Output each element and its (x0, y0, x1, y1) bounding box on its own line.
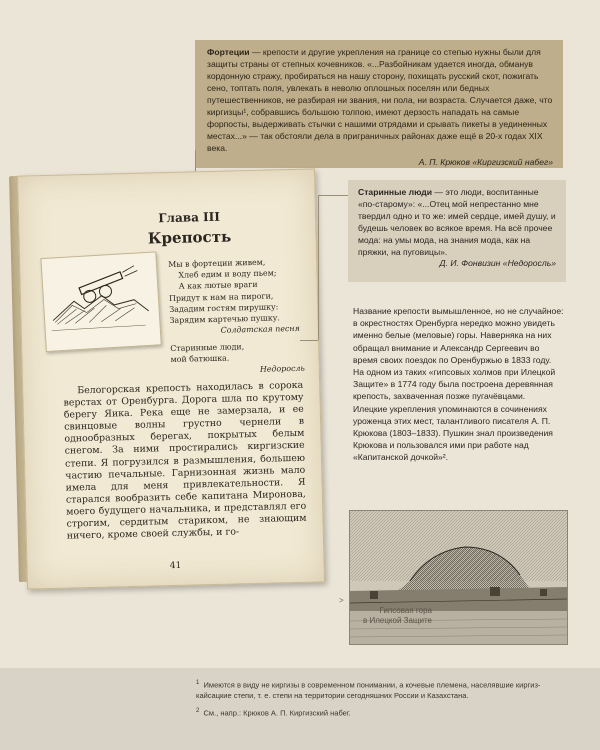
footnote-text: Имеются в виду не киргизы в современном понимании, а кочевые племена, населявшие киргиз-кайсацкие степи, т. е. степи на территории сегодняшних России и Казахстана. (196, 680, 541, 700)
caption-arrow: > (339, 596, 344, 605)
footnote (196, 678, 576, 701)
footnote (196, 706, 576, 719)
image-caption (312, 606, 432, 626)
commentary-paragraph: На одном из таких «гипсовых холмов при Илецкой Защите» в 1774 году была построена деревянная крепость, захваченная позже пугачёвцами. (353, 367, 556, 402)
fortress-note-text: — крепости и другие укрепления на границе со степью нужны были для защиты страны от степных кочевников. «...Разбойникам удается иногда, обманув кордонную стражу, пробираться на нашу сторону, похищать русский скот, пожигать сено, топтать поля, увлекать в неволю оплошных поселян или бедных путешественников, не разбирая ни звания, ни пола, ни возраста. Случается даже, что киргизцы¹, собравшись большою толпою, имеют дерзость нападать на самые форпосты, выдерживать стычки с нашими отрядами и срывать пикеты в уединенных местах...» — так обстояли дела в приграничных районах даже ещё в 20-х годах XIX века. (207, 47, 553, 153)
footnote-mark: 1 (196, 680, 200, 686)
epigraph-source: Недоросль (259, 363, 305, 374)
footnote-text: См., напр.: Крюков А. П. Киргизский набег. (203, 708, 351, 718)
connector-line (318, 195, 348, 196)
commentary-paragraph: Название крепости вымышленное, но не случайное: в окрестностях Оренбурга нередко можно увидеть именно белые (меловые) горы. Наверняка на них обращал внимание и Александр Сергеевич во время своих поездок по Оренбуржью в 1833 году. (353, 306, 564, 365)
poem-line: Придут к нам на пироги, (168, 291, 274, 303)
caption-line: в Илецкой Защите (362, 616, 432, 625)
oldpeople-note-text: — это люди, воспитанные «по-старому»: «...Отец мой непрестанно мне твердил одно и то же: имей сердце, имей душу, и будешь человек во всякое время. На всё прочее мода: на умы мода, на знания мода, как на пряжки, на пуговицы». (358, 187, 556, 257)
poem-line: Мы в фортеции живем, (168, 257, 266, 270)
page-number: 41 (169, 560, 182, 572)
poem (168, 256, 310, 327)
poem-line: Зарядим картечью пушку. (169, 313, 281, 326)
commentary-paragraph: Илецкие укрепления упоминаются в сочинениях уроженца этих мест, талантливого писателя А. П. Крюкова (1803–1833). Пушкин знал произведения Крюкова и пользовался ими при работе над «Капитанской дочкой»². (353, 403, 553, 463)
oldpeople-note (348, 180, 566, 282)
book-text (63, 380, 307, 543)
book-paragraph: Белогорская крепость находилась в сорока верстах от Оренбурга. Дорога шла по крутому берегу Яика. Река еще не замерзала, и ее свинцовые волны грустно чернели в однообразных берегах, покрытых белым снегом. За ними простирались киргизские степи. Я погрузился в размышления, большею частию печальные. Гарнизонная жизнь мало имела для меня привлекательности. Я старался вообразить себе капитана Миронова, моего будущего начальника, и представлял его строгим, сердитым стариком, не знающим ничего, кроме своей службы, и го- (63, 379, 307, 542)
fortress-note (195, 40, 563, 168)
epigraph (170, 340, 301, 366)
oldpeople-note-source: Д. И. Фонвизин «Недоросль» (439, 258, 556, 268)
poem-line: Зададим гостям пирушку: (169, 302, 279, 314)
fortress-note-term: Фортеции (207, 47, 250, 57)
chapter-number: Глава III (158, 209, 221, 226)
caption-line: Гипсовая гора (379, 606, 432, 615)
footnote-mark: 2 (196, 708, 200, 714)
fortress-note-body (207, 46, 553, 154)
oldpeople-note-term: Старинные люди (358, 187, 433, 197)
footnotes (0, 668, 600, 750)
poem-line: Хлеб едим и воду пьем; (178, 268, 277, 280)
poem-source: Солдатская песня (220, 323, 300, 335)
epigraph-line: Старинные люди, (170, 342, 245, 354)
epigraph-line: мой батюшка. (170, 353, 230, 365)
poem-line: А как лютые враги (178, 280, 258, 292)
connector-line (300, 340, 318, 341)
commentary (353, 305, 565, 464)
oldpeople-note-body (358, 186, 556, 258)
chapter-title: Крепость (147, 227, 232, 248)
connector-line (318, 195, 319, 340)
book-page (17, 168, 325, 589)
cannon-sketch (40, 251, 161, 352)
fortress-note-source: А. П. Крюков «Киргизский набег» (418, 157, 553, 167)
